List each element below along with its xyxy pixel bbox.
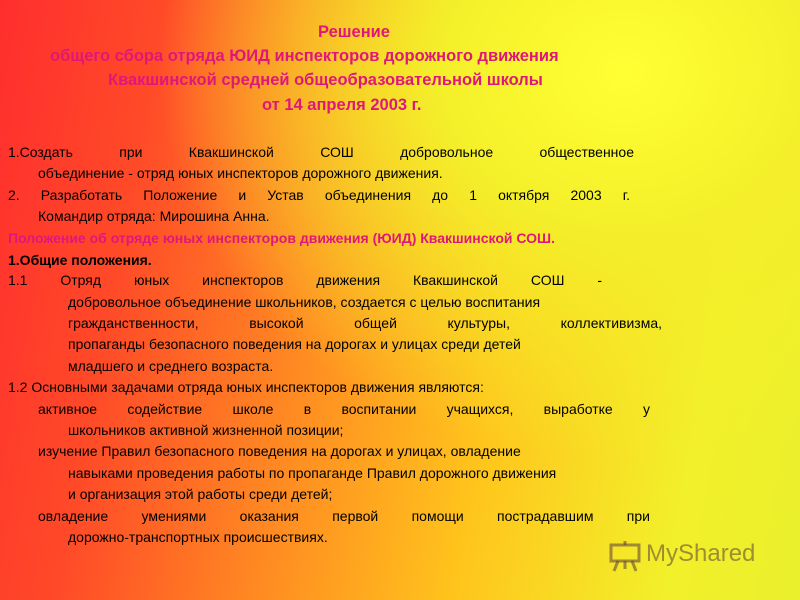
clause-1-1-line-1: 1.1 Отряд юных инспекторов движения Квакшинской СОШ - — [8, 272, 602, 288]
regulation-title: Положение об отряде юных инспекторов движения (ЮИД) Квакшинской СОШ. — [8, 230, 556, 246]
title-line-4: от 14 апреля 2003 г. — [262, 96, 422, 114]
clause-1-1-line-5: младшего и среднего возраста. — [68, 358, 274, 374]
task-2-line-3: и организация этой работы среди детей; — [68, 486, 333, 502]
myshared-wordmark — [646, 540, 755, 568]
item-2-line-1: 2. Разработать Положение и Устав объединения до 1 октября 2003 г. — [8, 187, 630, 203]
task-2-line-2: навыками проведения работы по пропаганде Правил дорожного движения — [68, 465, 557, 481]
task-1-line-1: активное содействие школе в воспитании учащихся, выработке у — [38, 401, 650, 417]
task-3-line-1: овладение умениями оказания первой помощи пострадавшим при — [38, 508, 650, 524]
task-3-line-2: дорожно-транспортных происшествиях. — [68, 529, 328, 545]
myshared-watermark — [608, 537, 768, 575]
item-1-line-1: 1.Создать при Квакшинской СОШ добровольное общественное — [8, 144, 634, 160]
presentation-board-icon — [608, 539, 642, 573]
clause-1-1-line-4: пропаганды безопасного поведения на дорогах и улицах среди детей — [68, 336, 521, 352]
clause-1-1-line-3: гражданственности, высокой общей культуры, коллективизма, — [68, 315, 662, 331]
wordmark-my: My — [646, 540, 678, 567]
item-2-line-2: Командир отряда: Мирошина Анна. — [38, 208, 270, 224]
title-line-1: Решение — [318, 23, 390, 41]
item-1-line-2: объединение - отряд юных инспекторов дорожного движения. — [38, 165, 443, 181]
task-2-line-1: изучение Правил безопасного поведения на дорогах и улицах, овладение — [38, 443, 521, 459]
wordmark-shared: Shared — [678, 540, 756, 567]
title-line-3: Квакшинской средней общеобразовательной школы — [108, 71, 543, 89]
section-1-title: 1.Общие положения. — [8, 252, 152, 268]
clause-1-2-line-1: 1.2 Основными задачами отряда юных инспекторов движения являются: — [8, 379, 484, 395]
title-line-2: общего сбора отряда ЮИД инспекторов дорожного движения — [50, 47, 559, 65]
task-1-line-2: школьников активной жизненной позиции; — [68, 422, 344, 438]
clause-1-1-line-2: добровольное объединение школьников, создается с целью воспитания — [68, 294, 541, 310]
